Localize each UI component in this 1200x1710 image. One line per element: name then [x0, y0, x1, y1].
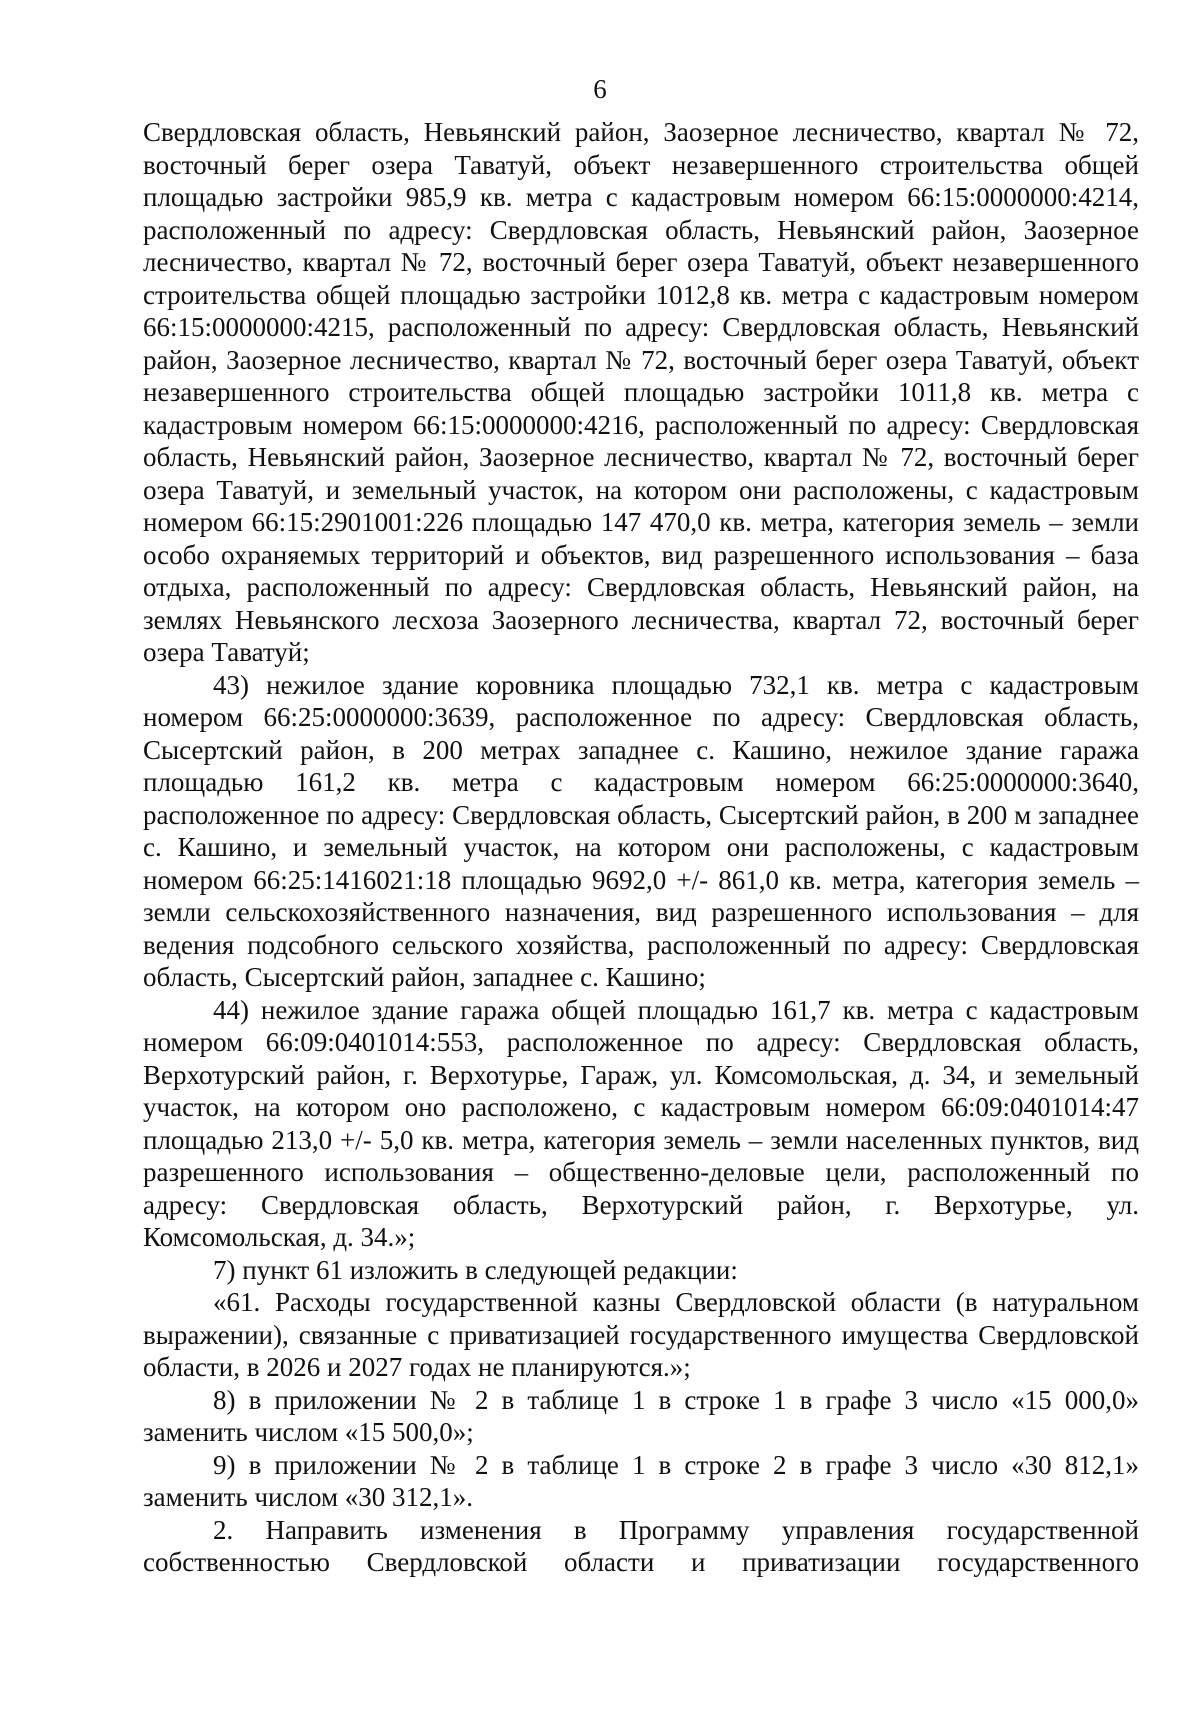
paragraph-quote-61: «61. Расходы государственной казны Свердловской области (в натуральном выражении), связанные с приватизацией государственного имущества Свердловской области, в 2026 и 2027 годах не планируются.»; — [143, 1287, 1139, 1382]
document-body — [143, 116, 1139, 1579]
page-number: 6 — [593, 74, 607, 104]
paragraph-point-8: 8) в приложении № 2 в таблице 1 в строке 1 в графе 3 число «15 000,0» заменить числом «15 500,0»; — [143, 1384, 1139, 1447]
paragraph-point-9: 9) в приложении № 2 в таблице 1 в строке 2 в графе 3 число «30 812,1» заменить числом «30 312,1». — [143, 1449, 1139, 1512]
paragraph-section-2: 2. Направить изменения в Программу управления государственной собственностью Свердловской области и приватизации государственного — [143, 1514, 1139, 1577]
paragraph-continuation: Свердловская область, Невьянский район, Заозерное лесничество, квартал № 72, восточный берег озера Таватуй, объект незавершенного строительства общей площадью застройки 985,9 кв. метра с кадастровым номером 66:15:0000000:4214, расположенный по адресу: Свердловская область, Невьянский район, Заозерное лесничество, квартал № 72, восточный берег озера Таватуй, объект незавершенного строительства общей площадью застройки 1012,8 кв. метра с кадастровым номером 66:15:0000000:4215, расположенный по адресу: Свердловская область, Невьянский район, Заозерное лесничество, квартал № 72, восточный берег озера Таватуй, объект незавершенного строительства общей площадью застройки 1011,8 кв. метра с кадастровым номером 66:15:0000000:4216, расположенный по адресу: Свердловская область, Невьянский район, Заозерное лесничество, квартал № 72, восточный берег озера Таватуй, и земельный участок, на котором они расположены, с кадастровым номером 66:15:2901001:226 площадью 147 470,0 кв. метра, категория земель – земли особо охраняемых территорий и объектов, вид разрешенного использования – база отдыха, расположенный по адресу: Свердловская область, Невьянский район, на землях Невьянского лесхоза Заозерного лесничества, квартал 72, восточный берег озера Таватуй; — [143, 117, 1139, 667]
paragraph-point-7: 7) пункт 61 изложить в следующей редакции: — [213, 1254, 738, 1285]
paragraph-item-43: 43) нежилое здание коровника площадью 732,1 кв. метра с кадастровым номером 66:25:0000000:3639, расположенное по адресу: Свердловская область, Сысертский район, в 200 метрах западнее с. Кашино, нежилое здание гаража площадью 161,2 кв. метра с кадастровым номером 66:25:0000000:3640, расположенное по адресу: Свердловская область, Сысертский район, в 200 м западнее с. Кашино, и земельный участок, на котором они расположены, с кадастровым номером 66:25:1416021:18 площадью 9692,0 +/- 861,0 кв. метра, категория земель – земли сельскохозяйственного назначения, вид разрешенного использования – для ведения подсобного сельского хозяйства, расположенный по адресу: Свердловская область, Сысертский район, западнее с. Кашино; — [143, 669, 1139, 992]
paragraph-item-44: 44) нежилое здание гаража общей площадью 161,7 кв. метра с кадастровым номером 66:09:0401014:553, расположенное по адресу: Свердловская область, Верхотурский район, г. Верхотурье, Гараж, ул. Комсомольская, д. 34, и земельный участок, на котором оно расположено, с кадастровым номером 66:09:0401014:47 площадью 213,0 +/- 5,0 кв. метра, категория земель – земли населенных пунктов, вид разрешенного использования – общественно-деловые цели, расположенный по адресу: Свердловская область, Верхотурский район, г. Верхотурье, ул. Комсомольская, д. 34.»; — [143, 994, 1139, 1252]
